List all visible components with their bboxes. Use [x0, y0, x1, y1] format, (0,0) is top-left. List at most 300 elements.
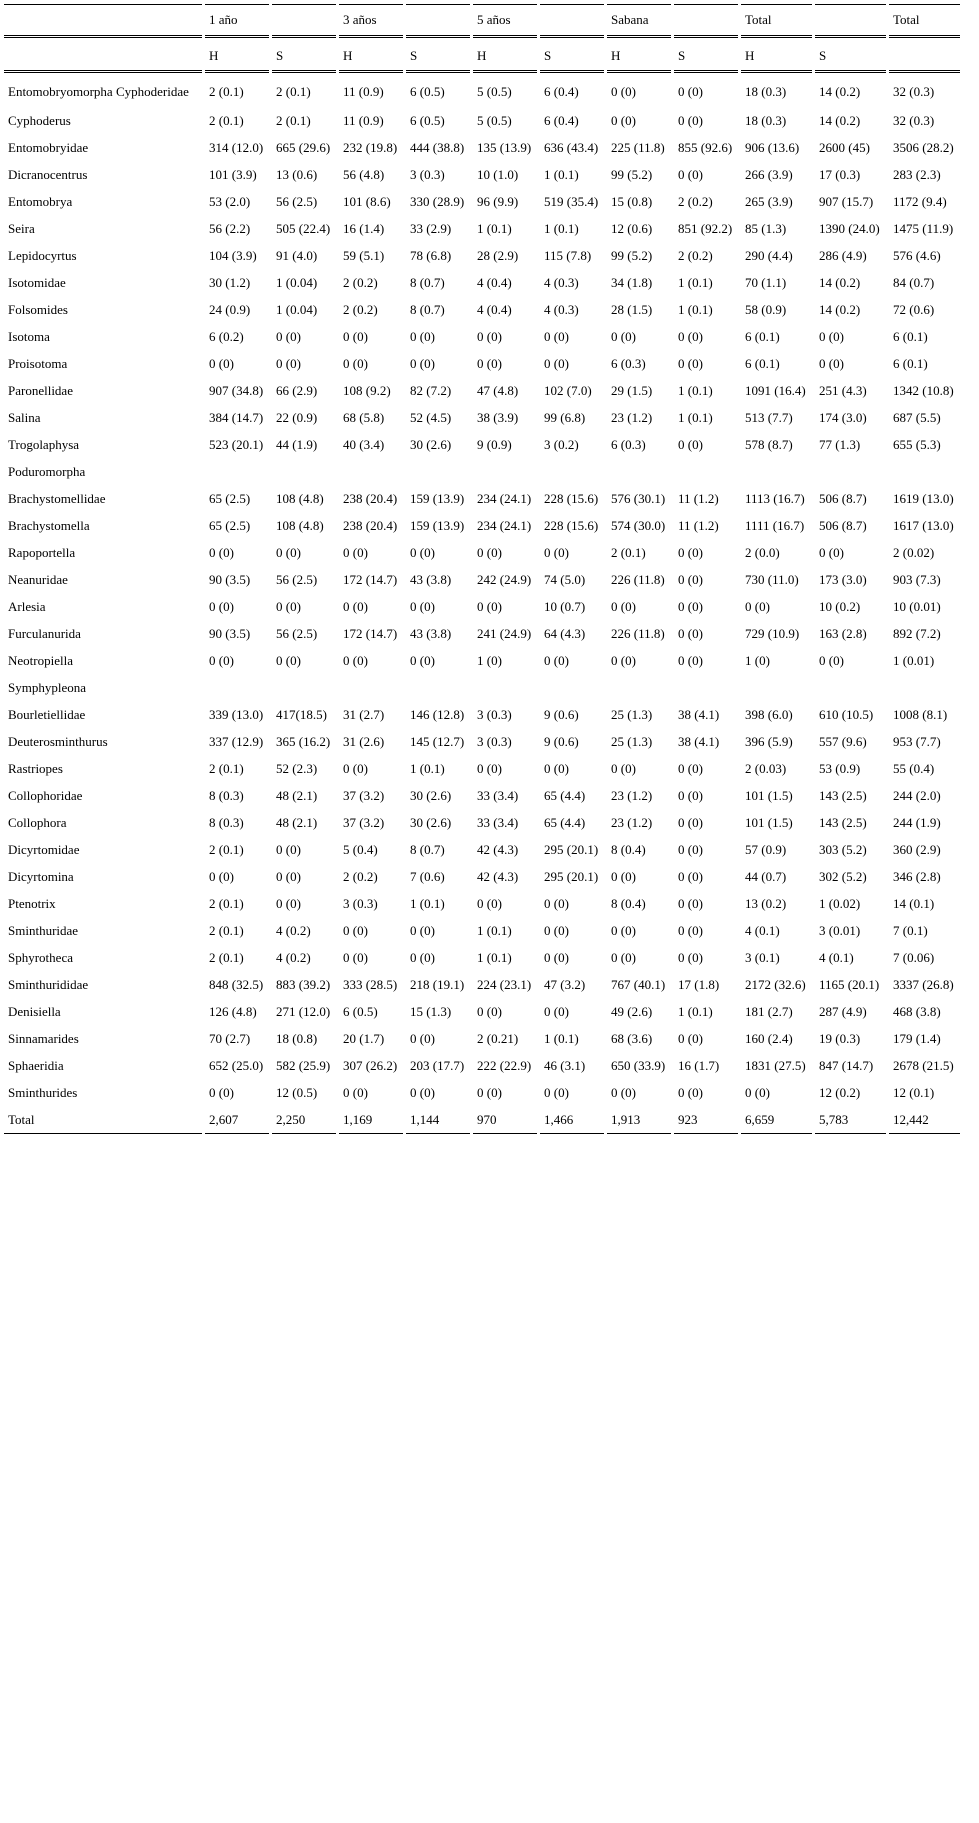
count-cell: 6 (0.1)	[893, 355, 928, 371]
table-row	[4, 1079, 960, 1106]
count-cell: 330 (28.9)	[410, 193, 465, 209]
count-cell: 287 (4.9)	[819, 1003, 867, 1019]
count-cell: 163 (2.8)	[819, 625, 867, 641]
count-cell: 12 (0.2)	[819, 1084, 861, 1100]
table-row	[4, 1052, 960, 1079]
count-cell: 0 (0)	[343, 544, 368, 560]
count-cell: 58 (0.9)	[745, 301, 787, 317]
count-cell: 108 (4.8)	[276, 490, 324, 506]
count-cell: 2 (0.21)	[477, 1030, 519, 1046]
count-cell: 0 (0)	[678, 625, 703, 641]
count-cell: 0 (0)	[477, 544, 502, 560]
count-cell: 0 (0)	[477, 1003, 502, 1019]
count-cell: 159 (13.9)	[410, 517, 465, 533]
count-cell: 6,659	[741, 1106, 812, 1134]
count-cell: 56 (2.5)	[276, 571, 318, 587]
count-cell: 65 (2.5)	[209, 490, 251, 506]
count-cell: 145 (12.7)	[410, 733, 465, 749]
count-cell: 2,250	[272, 1106, 336, 1134]
count-cell: 0 (0)	[276, 355, 301, 371]
count-cell: 1 (0.1)	[544, 220, 579, 236]
count-cell	[741, 458, 812, 485]
table-row	[4, 73, 960, 107]
count-cell: 892 (7.2)	[893, 625, 941, 641]
taxon-label: Entomobryidae	[8, 139, 89, 155]
count-cell: 1,144	[406, 1106, 470, 1134]
count-cell: 0 (0)	[477, 895, 502, 911]
count-cell: 2 (0.0)	[745, 544, 780, 560]
header-period-cell	[540, 4, 604, 38]
count-cell: 126 (4.8)	[209, 1003, 257, 1019]
taxon-label: Lepidocyrtus	[8, 247, 77, 263]
count-cell: 6 (0.1)	[893, 328, 928, 344]
count-cell: 636 (43.4)	[544, 139, 599, 155]
count-cell: 90 (3.5)	[209, 571, 251, 587]
count-cell: 23 (1.2)	[611, 409, 653, 425]
count-cell: 2 (0.2)	[343, 274, 378, 290]
count-cell: 398 (6.0)	[745, 706, 793, 722]
count-cell: 37 (3.2)	[343, 787, 385, 803]
count-cell: 25 (1.3)	[611, 706, 653, 722]
count-cell: 0 (0)	[611, 1084, 636, 1100]
count-cell: 0 (0)	[819, 355, 844, 371]
count-cell: 6 (0.5)	[410, 112, 445, 128]
taxon-label: Paronellidae	[8, 382, 73, 398]
count-cell: 6 (0.5)	[410, 84, 445, 99]
count-cell: 2 (0.1)	[276, 84, 311, 99]
count-cell: 56 (2.2)	[209, 220, 251, 236]
count-cell: 0 (0)	[343, 922, 368, 938]
count-cell: 5 (0.5)	[477, 84, 512, 99]
count-cell: 1 (0.1)	[477, 949, 512, 965]
count-cell: 286 (4.9)	[819, 247, 867, 263]
count-cell: 1,913	[607, 1106, 671, 1134]
count-cell: 339 (13.0)	[209, 706, 264, 722]
table-row	[4, 161, 960, 188]
table-row	[4, 107, 960, 134]
table-body	[4, 73, 960, 1134]
count-cell: 505 (22.4)	[276, 220, 331, 236]
count-cell: 1172 (9.4)	[893, 193, 947, 209]
taxon-label: Neanuridae	[8, 571, 68, 587]
count-cell: 222 (22.9)	[477, 1057, 532, 1073]
taxon-label: Neotropiella	[8, 652, 73, 668]
table-row	[4, 755, 960, 782]
count-cell: 265 (3.9)	[745, 193, 793, 209]
count-cell: 0 (0)	[611, 760, 636, 776]
count-cell: 0 (0)	[819, 544, 844, 560]
count-cell: 17 (0.3)	[819, 166, 861, 182]
count-cell: 0 (0)	[544, 949, 569, 965]
count-cell	[674, 458, 738, 485]
count-cell: 0 (0)	[477, 1084, 502, 1100]
count-cell: 0 (0)	[678, 760, 703, 776]
count-cell: 228 (15.6)	[544, 517, 599, 533]
count-cell: 0 (0)	[678, 544, 703, 560]
count-cell	[540, 674, 604, 701]
count-cell: 1 (0.1)	[678, 382, 713, 398]
count-cell: 0 (0)	[477, 328, 502, 344]
count-cell: 2 (0.2)	[678, 193, 713, 209]
count-cell: 9 (0.9)	[477, 436, 512, 452]
count-cell: 82 (7.2)	[410, 382, 452, 398]
count-cell: 2 (0.1)	[209, 922, 244, 938]
table-row	[4, 350, 960, 377]
count-cell: 8 (0.7)	[410, 274, 445, 290]
count-cell: 0 (0)	[410, 1030, 435, 1046]
count-cell: 68 (5.8)	[343, 409, 385, 425]
count-cell: 0 (0)	[343, 949, 368, 965]
count-cell: 108 (4.8)	[276, 517, 324, 533]
header-row-period	[4, 4, 960, 38]
count-cell: 28 (1.5)	[611, 301, 653, 317]
count-cell: 0 (0)	[410, 922, 435, 938]
count-cell: 0 (0)	[544, 922, 569, 938]
table-row	[4, 566, 960, 593]
header-habitat-cell	[889, 38, 960, 73]
count-cell: 266 (3.9)	[745, 166, 793, 182]
count-cell: 290 (4.4)	[745, 247, 793, 263]
count-cell: 44 (1.9)	[276, 436, 318, 452]
count-cell: 9 (0.6)	[544, 733, 579, 749]
count-cell: 5 (0.4)	[343, 841, 378, 857]
count-cell: 0 (0)	[611, 652, 636, 668]
count-cell: 1091 (16.4)	[745, 382, 806, 398]
count-cell: 0 (0)	[678, 652, 703, 668]
taxon-label: Dicyrtomidae	[8, 841, 80, 857]
count-cell: 0 (0)	[276, 328, 301, 344]
count-cell: 33 (2.9)	[410, 220, 452, 236]
table-row	[4, 998, 960, 1025]
header-period-cell	[406, 4, 470, 38]
count-cell: 1008 (8.1)	[893, 706, 948, 722]
count-cell: 11 (1.2)	[678, 490, 719, 506]
count-cell: 2 (0.03)	[745, 760, 787, 776]
count-cell: 346 (2.8)	[893, 868, 941, 884]
count-cell: 923	[674, 1106, 738, 1134]
count-cell: 108 (9.2)	[343, 382, 391, 398]
count-cell: 2600 (45)	[819, 139, 870, 155]
count-cell: 417(18.5)	[276, 706, 327, 722]
count-cell: 1 (0.04)	[276, 301, 318, 317]
count-cell: 2 (0.1)	[209, 895, 244, 911]
taxon-label: Isotoma	[8, 328, 50, 344]
count-cell: 16 (1.4)	[343, 220, 385, 236]
header-habitat-cell: S	[674, 38, 738, 73]
count-cell: 3506 (28.2)	[893, 139, 954, 155]
taxon-label: Arlesia	[8, 598, 46, 614]
count-cell: 0 (0)	[678, 1084, 703, 1100]
count-cell: 234 (24.1)	[477, 517, 532, 533]
count-cell: 1390 (24.0)	[819, 220, 880, 236]
count-cell: 55 (0.4)	[893, 760, 935, 776]
count-cell: 47 (3.2)	[544, 976, 586, 992]
count-cell: 3 (0.3)	[410, 166, 445, 182]
count-cell: 65 (4.4)	[544, 787, 586, 803]
count-cell	[272, 458, 336, 485]
count-cell: 0 (0)	[611, 922, 636, 938]
taxon-label: Entomobrya	[8, 193, 73, 209]
count-cell: 333 (28.5)	[343, 976, 398, 992]
count-cell: 11 (0.9)	[343, 112, 384, 128]
count-cell: 44 (0.7)	[745, 868, 787, 884]
count-cell	[607, 674, 671, 701]
count-cell: 56 (4.8)	[343, 166, 385, 182]
count-cell: 99 (5.2)	[611, 247, 653, 263]
count-cell: 143 (2.5)	[819, 814, 867, 830]
taxon-label: Isotomidae	[8, 274, 66, 290]
count-cell: 3 (0.3)	[477, 733, 512, 749]
count-cell: 1111 (16.7)	[745, 517, 805, 533]
count-cell: 7 (0.1)	[893, 922, 928, 938]
count-cell: 238 (20.4)	[343, 490, 398, 506]
count-cell: 66 (2.9)	[276, 382, 318, 398]
abundance-table	[1, 4, 963, 1134]
count-cell: 0 (0)	[410, 1084, 435, 1100]
count-cell: 31 (2.6)	[343, 733, 385, 749]
header-habitat-cell	[4, 38, 202, 73]
count-cell: 68 (3.6)	[611, 1030, 653, 1046]
count-cell: 218 (19.1)	[410, 976, 465, 992]
count-cell: 1,169	[339, 1106, 403, 1134]
count-cell: 0 (0)	[678, 166, 703, 182]
table-row	[4, 863, 960, 890]
count-cell: 574 (30.0)	[611, 517, 666, 533]
table-row	[4, 512, 960, 539]
count-cell: 0 (0)	[410, 598, 435, 614]
count-cell: 31 (2.7)	[343, 706, 385, 722]
count-cell: 0 (0)	[477, 760, 502, 776]
count-cell: 0 (0)	[343, 355, 368, 371]
taxon-label: Brachystomella	[8, 517, 90, 533]
count-cell: 53 (2.0)	[209, 193, 251, 209]
count-cell: 6 (0.4)	[544, 112, 579, 128]
count-cell: 0 (0)	[410, 652, 435, 668]
taxon-label: Sminthurididae	[8, 976, 89, 992]
count-cell: 159 (13.9)	[410, 490, 465, 506]
count-cell: 38 (4.1)	[678, 733, 720, 749]
count-cell: 0 (0)	[209, 868, 234, 884]
count-cell: 283 (2.3)	[893, 166, 941, 182]
count-cell: 23 (1.2)	[611, 814, 653, 830]
table-row	[4, 323, 960, 350]
count-cell: 56 (2.5)	[276, 625, 318, 641]
count-cell: 0 (0)	[276, 652, 301, 668]
count-cell: 0 (0)	[276, 841, 301, 857]
table-row	[4, 269, 960, 296]
count-cell	[205, 674, 269, 701]
taxon-label: Sminthuridae	[8, 922, 79, 938]
header-period-cell: 3 años	[339, 4, 403, 38]
count-cell: 655 (5.3)	[893, 436, 941, 452]
count-cell: 0 (0)	[678, 922, 703, 938]
count-cell: 3 (0.1)	[745, 949, 780, 965]
count-cell: 0 (0)	[678, 949, 703, 965]
count-cell	[815, 674, 886, 701]
count-cell: 1 (0.1)	[678, 274, 713, 290]
taxon-label: Total	[4, 1106, 202, 1134]
count-cell: 6 (0.2)	[209, 328, 244, 344]
count-cell: 70 (2.7)	[209, 1030, 251, 1046]
count-cell: 0 (0)	[209, 1084, 234, 1100]
header-habitat-cell: S	[815, 38, 886, 73]
count-cell: 18 (0.8)	[276, 1030, 318, 1046]
count-cell: 11 (1.2)	[678, 517, 719, 533]
count-cell: 0 (0)	[276, 598, 301, 614]
count-cell: 3 (0.3)	[477, 706, 512, 722]
count-cell: 2 (0.1)	[209, 949, 244, 965]
count-cell: 2 (0.1)	[276, 112, 311, 128]
table-container	[4, 4, 974, 1134]
count-cell: 30 (2.6)	[410, 787, 452, 803]
taxon-label: Symphypleona	[8, 679, 86, 695]
count-cell: 228 (15.6)	[544, 490, 599, 506]
count-cell: 729 (10.9)	[745, 625, 800, 641]
table-row	[4, 728, 960, 755]
count-cell: 15 (1.3)	[410, 1003, 452, 1019]
taxon-label: Dicyrtomina	[8, 868, 74, 884]
count-cell	[889, 674, 960, 701]
count-cell: 4 (0.3)	[544, 301, 579, 317]
count-cell: 4 (0.3)	[544, 274, 579, 290]
count-cell: 224 (23.1)	[477, 976, 532, 992]
count-cell: 0 (0)	[678, 598, 703, 614]
count-cell: 2 (0.02)	[893, 544, 935, 560]
count-cell: 14 (0.2)	[819, 112, 861, 128]
count-cell: 2 (0.1)	[611, 544, 646, 560]
count-cell: 13 (0.6)	[276, 166, 318, 182]
table-row	[4, 647, 960, 674]
table-row	[4, 944, 960, 971]
count-cell: 1617 (13.0)	[893, 517, 954, 533]
count-cell: 6 (0.1)	[745, 328, 780, 344]
count-cell: 59 (5.1)	[343, 247, 385, 263]
count-cell: 970	[473, 1106, 537, 1134]
count-cell: 70 (1.1)	[745, 274, 787, 290]
count-cell: 767 (40.1)	[611, 976, 666, 992]
count-cell: 2 (0.2)	[678, 247, 713, 263]
count-cell: 14 (0.2)	[819, 84, 861, 99]
count-cell: 295 (20.1)	[544, 841, 599, 857]
count-cell: 2,607	[205, 1106, 269, 1134]
count-cell: 5,783	[815, 1106, 886, 1134]
header-period-cell: Total	[889, 4, 960, 38]
taxon-label: Sminthurides	[8, 1084, 78, 1100]
taxon-label: Poduromorpha	[8, 463, 86, 479]
taxon-label: Brachystomellidae	[8, 490, 106, 506]
table-row	[4, 917, 960, 944]
count-cell: 0 (0)	[276, 868, 301, 884]
count-cell: 8 (0.7)	[410, 841, 445, 857]
count-cell: 0 (0)	[410, 544, 435, 560]
count-cell	[272, 674, 336, 701]
count-cell: 513 (7.7)	[745, 409, 793, 425]
count-cell: 96 (9.9)	[477, 193, 519, 209]
table-row	[4, 404, 960, 431]
count-cell: 0 (0)	[343, 328, 368, 344]
count-cell: 0 (0)	[343, 760, 368, 776]
table-row	[4, 782, 960, 809]
count-cell: 1 (0.01)	[893, 652, 935, 668]
count-cell: 851 (92.2)	[678, 220, 733, 236]
count-cell: 101 (8.6)	[343, 193, 391, 209]
header-row-habitat	[4, 38, 960, 73]
count-cell: 4 (0.4)	[477, 274, 512, 290]
count-cell: 1 (0.1)	[477, 922, 512, 938]
count-cell: 1 (0.1)	[678, 301, 713, 317]
count-cell: 6 (0.5)	[343, 1003, 378, 1019]
count-cell: 582 (25.9)	[276, 1057, 331, 1073]
count-cell: 0 (0)	[611, 949, 636, 965]
count-cell: 578 (8.7)	[745, 436, 793, 452]
taxon-label: Furculanurida	[8, 625, 81, 641]
count-cell: 18 (0.3)	[745, 84, 787, 99]
count-cell: 91 (4.0)	[276, 247, 318, 263]
count-cell: 52 (4.5)	[410, 409, 452, 425]
count-cell: 225 (11.8)	[611, 139, 665, 155]
table-row	[4, 431, 960, 458]
count-cell: 22 (0.9)	[276, 409, 318, 425]
count-cell: 0 (0)	[819, 328, 844, 344]
count-cell: 506 (8.7)	[819, 490, 867, 506]
count-cell: 3 (0.2)	[544, 436, 579, 452]
count-cell: 15 (0.8)	[611, 193, 653, 209]
count-cell: 6 (0.4)	[544, 84, 579, 99]
count-cell: 302 (5.2)	[819, 868, 867, 884]
count-cell: 143 (2.5)	[819, 787, 867, 803]
count-cell	[741, 674, 812, 701]
count-cell: 10 (0.2)	[819, 598, 861, 614]
count-cell: 14 (0.2)	[819, 301, 861, 317]
count-cell: 203 (17.7)	[410, 1057, 465, 1073]
taxon-label: Trogolaphysa	[8, 436, 80, 452]
table-row	[4, 593, 960, 620]
count-cell: 3337 (26.8)	[893, 976, 954, 992]
count-cell: 7 (0.06)	[893, 949, 935, 965]
count-cell	[473, 674, 537, 701]
count-cell: 0 (0)	[209, 598, 234, 614]
count-cell: 307 (26.2)	[343, 1057, 398, 1073]
count-cell: 0 (0)	[611, 328, 636, 344]
count-cell: 43 (3.8)	[410, 625, 452, 641]
count-cell: 0 (0)	[343, 1084, 368, 1100]
table-row	[4, 215, 960, 242]
count-cell: 0 (0)	[611, 112, 636, 128]
header-habitat-cell: S	[406, 38, 470, 73]
count-cell: 72 (0.6)	[893, 301, 935, 317]
count-cell: 3 (0.3)	[343, 895, 378, 911]
table-row	[4, 1106, 960, 1134]
table-row	[4, 836, 960, 863]
count-cell: 0 (0)	[678, 84, 703, 99]
count-cell: 34 (1.8)	[611, 274, 653, 290]
count-cell: 506 (8.7)	[819, 517, 867, 533]
count-cell: 1113 (16.7)	[745, 490, 805, 506]
taxon-label: Deuterosminthurus	[8, 733, 108, 749]
count-cell: 0 (0)	[544, 652, 569, 668]
count-cell: 0 (0)	[410, 328, 435, 344]
count-cell: 48 (2.1)	[276, 814, 318, 830]
count-cell: 226 (11.8)	[611, 625, 665, 641]
count-cell: 730 (11.0)	[745, 571, 799, 587]
count-cell: 20 (1.7)	[343, 1030, 385, 1046]
count-cell: 295 (20.1)	[544, 868, 599, 884]
count-cell: 57 (0.9)	[745, 841, 787, 857]
count-cell: 14 (0.2)	[819, 274, 861, 290]
count-cell: 6 (0.3)	[611, 436, 646, 452]
count-cell: 46 (3.1)	[544, 1057, 586, 1073]
count-cell: 181 (2.7)	[745, 1003, 793, 1019]
